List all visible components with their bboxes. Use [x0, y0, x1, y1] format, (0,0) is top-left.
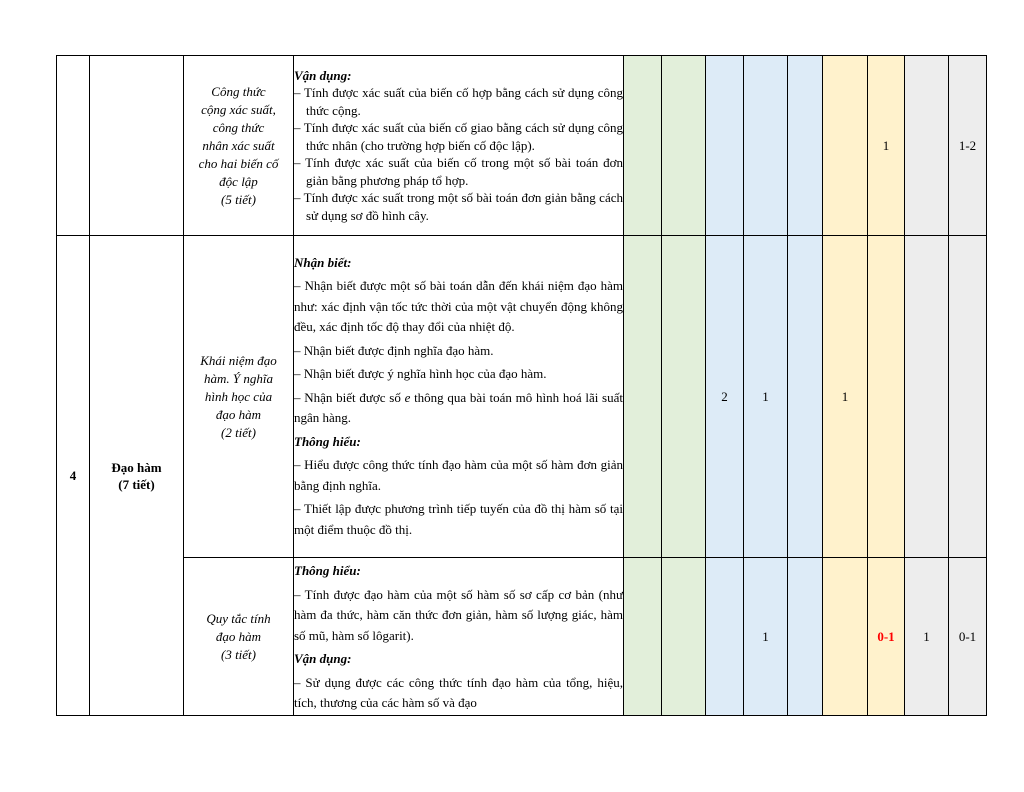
- table-row: [57, 56, 987, 236]
- requirement-item: – Tính được xác suất của biến cố hợp bằng cách sử dụng công thức cộng.: [294, 85, 623, 118]
- count-cell: [744, 56, 788, 236]
- unit-line: nhân xác suất: [202, 137, 275, 153]
- unit-line: hàm. Ý nghĩa: [204, 370, 273, 386]
- requirement-item: [294, 388, 623, 429]
- math-variable: e: [404, 389, 411, 405]
- count-cell: [624, 56, 662, 236]
- count-cell: [905, 236, 949, 558]
- unit-periods: (5 tiết): [220, 191, 256, 207]
- unit-cell: [184, 236, 294, 558]
- count-cell: [624, 558, 662, 716]
- count-cell: 1: [868, 56, 905, 236]
- unit-line: đạo hàm: [215, 406, 262, 422]
- count-cell: [624, 236, 662, 558]
- count-cell: [662, 56, 706, 236]
- requirement-item: – Hiểu được công thức tính đạo hàm của một số hàm đơn giản bằng định nghĩa.: [294, 457, 623, 493]
- requirement-item: – Tính được xác suất trong một số bài toán đơn giản bằng cách sử dụng sơ đồ hình cây.: [294, 190, 623, 223]
- count-cell: 0-1: [949, 558, 987, 716]
- topic-cell: [90, 236, 184, 716]
- count-cell: 1: [905, 558, 949, 716]
- unit-periods: (2 tiết): [220, 424, 256, 440]
- level-heading: Thông hiểu:: [294, 433, 361, 449]
- unit-cell: [184, 558, 294, 716]
- count-cell: 1-2: [949, 56, 987, 236]
- count-cell-highlight: 0-1: [868, 558, 905, 716]
- requirement-text: thông qua bài toán mô hình hoá lãi suất ngân hàng.: [294, 389, 623, 426]
- level-heading: Vận dụng:: [294, 67, 352, 83]
- count-cell: [823, 558, 868, 716]
- count-cell: 1: [823, 236, 868, 558]
- requirements-cell: [294, 558, 624, 716]
- topic-periods: (7 tiết): [118, 476, 155, 492]
- count-cell: [706, 558, 744, 716]
- topic-number: 4: [57, 236, 90, 716]
- requirement-text: – Nhận biết được số: [294, 389, 405, 405]
- unit-line: Công thức: [211, 83, 266, 99]
- number-cell-empty: [57, 56, 90, 236]
- topic-cell-empty: [90, 56, 184, 236]
- unit-line: cộng xác suất,: [201, 101, 276, 117]
- count-cell: [905, 56, 949, 236]
- unit-line: Quy tắc tính: [206, 610, 271, 626]
- table-row: [57, 236, 987, 558]
- unit-line: công thức: [212, 119, 265, 135]
- count-cell: [949, 236, 987, 558]
- level-heading: Nhận biết:: [294, 254, 352, 270]
- requirement-item: – Nhận biết được định nghĩa đạo hàm.: [294, 342, 494, 358]
- requirement-item: – Tính được xác suất của biến cố giao bằng cách sử dụng công thức nhân (cho trường hợp biến cố độc lập).: [294, 120, 623, 153]
- level-heading: Vận dụng:: [294, 651, 352, 666]
- requirements-cell: [294, 56, 624, 236]
- count-cell: [788, 236, 823, 558]
- level-heading: Thông hiểu:: [294, 563, 361, 578]
- unit-line: cho hai biến cố: [198, 155, 279, 171]
- requirement-item: – Tính được xác suất của biến cố trong một số bài toán đơn giản bằng phương pháp tổ hợp.: [294, 155, 623, 188]
- count-cell: 2: [706, 236, 744, 558]
- specification-table: [56, 55, 987, 716]
- table-row: [57, 558, 987, 716]
- unit-line: hình học của: [204, 388, 273, 404]
- count-cell: 1: [744, 236, 788, 558]
- count-cell: [788, 558, 823, 716]
- requirement-item: – Tính được đạo hàm của một số hàm số sơ cấp cơ bản (như hàm đa thức, hàm căn thức đơn giản, hàm số lượng giác, hàm số mũ, hàm số lôgarit).: [294, 586, 623, 643]
- requirement-item: – Sử dụng được các công thức tính đạo hàm của tổng, hiệu, tích, thương của các hàm số và đạo: [294, 674, 623, 710]
- count-cell: [662, 558, 706, 716]
- unit-line: đạo hàm: [215, 628, 262, 644]
- unit-periods: (3 tiết): [220, 646, 256, 662]
- topic-name: Đạo hàm: [111, 459, 162, 475]
- unit-line: độc lập: [219, 173, 258, 189]
- requirements-cell: [294, 236, 624, 558]
- requirement-item: – Thiết lập được phương trình tiếp tuyến của đồ thị hàm số tại một điểm thuộc đồ thị.: [294, 501, 623, 537]
- unit-cell: [184, 56, 294, 236]
- unit-line: Khái niệm đạo: [200, 352, 277, 368]
- count-cell: [868, 236, 905, 558]
- requirement-item: – Nhận biết được ý nghĩa hình học của đạo hàm.: [294, 366, 547, 382]
- count-cell: [788, 56, 823, 236]
- count-cell: [823, 56, 868, 236]
- requirement-item: – Nhận biết được một số bài toán dẫn đến khái niệm đạo hàm như: xác định vận tốc tức thời của một vật chuyển động không đều, xác định tốc độ thay đổi của nhiệt độ.: [294, 278, 623, 335]
- count-cell: 1: [744, 558, 788, 716]
- count-cell: [662, 236, 706, 558]
- count-cell: [706, 56, 744, 236]
